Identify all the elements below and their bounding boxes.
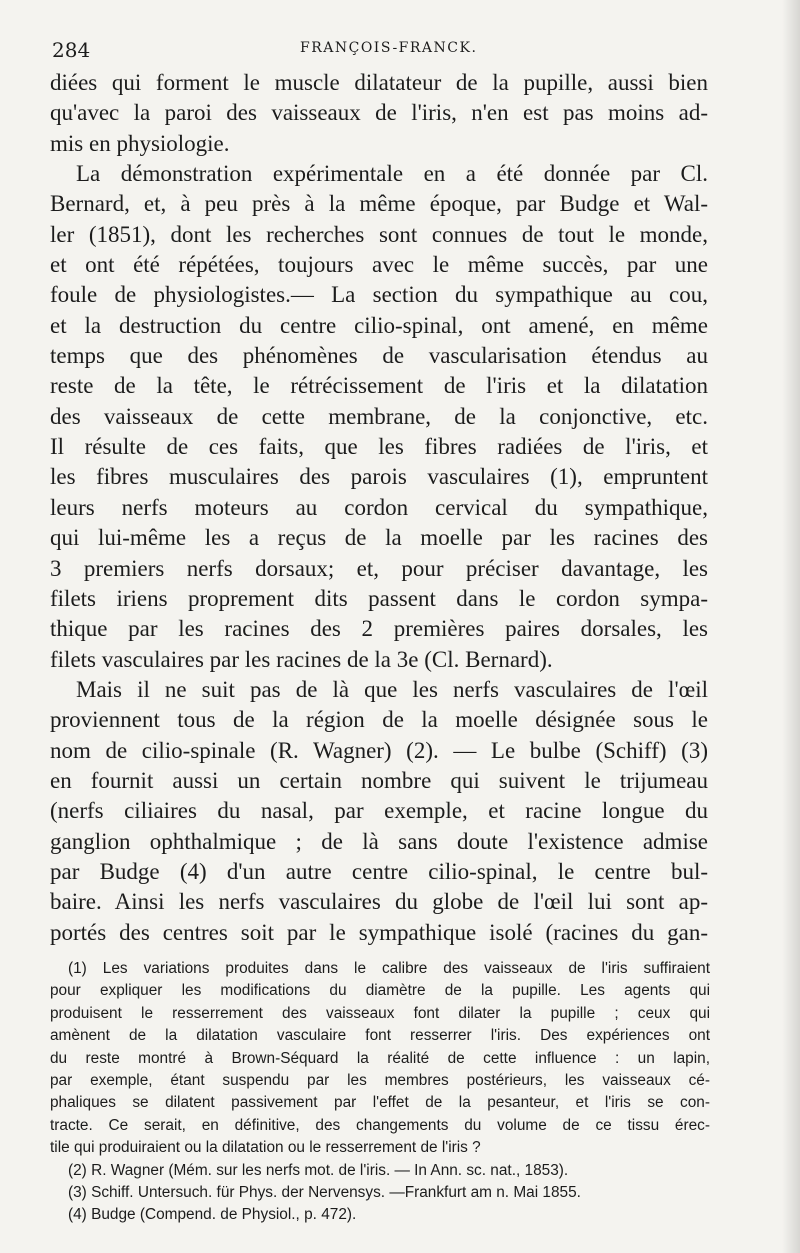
text-line: baire. Ainsi les nerfs vasculaires du globe de l'œil lui sont ap- [50, 889, 708, 915]
text-line: ler (1851), dont les recherches sont connues de tout le monde, [50, 221, 708, 247]
footnote-line: tracte. Ce serait, en définitive, des changements du volume de ce tissu érec- [50, 1116, 710, 1134]
text-line: portés des centres soit par le sympathique isolé (racines du gan- [50, 919, 708, 945]
footnote-line: par exemple, étant suspendu par les membres postérieurs, les vaisseaux cé- [50, 1072, 710, 1090]
footnote-line: amènent de la dilatation vasculaire font resserrer l'iris. Des expériences ont [50, 1027, 710, 1045]
footnote-line: (2) R. Wagner (Mém. sur les nerfs mot. de l'iris. — In Ann. sc. nat., 1853). [68, 1161, 569, 1179]
text-line: proviennent tous de la région de la moelle désignée sous le [50, 707, 708, 733]
text-line: mis en physiologie. [50, 130, 230, 156]
footnote-line: pour expliquer les modifications du diamètre de la pupille. Les agents qui [50, 982, 710, 1000]
footnote-line: (1) Les variations produites dans le calibre des vaisseaux de l'iris suffiraient [68, 960, 710, 977]
footnotes [50, 958, 710, 1227]
page-header [52, 34, 708, 64]
text-line: en fournit aussi un certain nombre qui suivent le trijumeau [50, 767, 708, 793]
page-edge-shadow [782, 0, 800, 1253]
footnote-line: (4) Budge (Compend. de Physiol., p. 472). [68, 1206, 357, 1224]
footnote-line: tile qui produiraient ou la dilatation ou le resserrement de l'iris ? [50, 1139, 481, 1157]
footnote-line: (3) Schiff. Untersuch. für Phys. der Nervensys. —Frankfurt am n. Mai 1855. [68, 1184, 581, 1202]
main-text [50, 68, 708, 948]
text-line: diées qui forment le muscle dilatateur de la pupille, aussi bien [50, 70, 708, 95]
footnote-line: du reste montré à Brown-Séquard la réalité de cette influence : un lapin, [50, 1049, 710, 1067]
text-line: leurs nerfs moteurs au cordon cervical du sympathique, [50, 494, 708, 520]
text-line: thique par les racines des 2 premières paires dorsales, les [50, 616, 708, 642]
text-line: et ont été répétées, toujours avec le même succès, par une [50, 252, 708, 278]
text-line: les fibres musculaires des parois vasculaires (1), empruntent [50, 464, 708, 490]
footnote-line: phaliques se dilatent passivement par l'effet de la pesanteur, et l'iris se con- [50, 1094, 710, 1112]
text-line: filets vasculaires par les racines de la 3e (Cl. Bernard). [50, 646, 553, 672]
text-line: nom de cilio-spinale (R. Wagner) (2). — Le bulbe (Schiff) (3) [50, 737, 708, 763]
text-line: et la destruction du centre cilio-spinal, ont amené, en même [50, 312, 708, 338]
text-line: Il résulte de ces faits, que les fibres radiées de l'iris, et [50, 434, 708, 460]
text-line: filets iriens proprement dits passent dans le cordon sympa- [50, 585, 708, 611]
text-line: des vaisseaux de cette membrane, de la conjonctive, etc. [50, 403, 708, 429]
text-line: Bernard, et, à peu près à la même époque, par Budge et Wal- [50, 191, 708, 217]
text-line: 3 premiers nerfs dorsaux; et, pour préciser davantage, les [50, 555, 708, 581]
page-number: 284 [52, 38, 91, 62]
running-head: FRANÇOIS-FRANCK. [300, 40, 478, 56]
text-line: (nerfs ciliaires du nasal, par exemple, et racine longue du [50, 798, 708, 824]
text-line: qu'avec la paroi des vaisseaux de l'iris, n'en est pas moins ad- [50, 100, 708, 126]
text-line: reste de la tête, le rétrécissement de l'iris et la dilatation [50, 373, 708, 399]
text-line: La démonstration expérimentale en a été donnée par Cl. [76, 161, 708, 187]
text-line: ganglion ophthalmique ; de là sans doute l'existence admise [50, 828, 708, 854]
text-line: par Budge (4) d'un autre centre cilio-spinal, le centre bul- [50, 858, 708, 884]
text-line: qui lui-même les a reçus de la moelle par les racines des [50, 525, 708, 551]
footnote-line: produisent le resserrement des vaisseaux font dilater la pupille ; ceux qui [50, 1004, 710, 1022]
text-line: temps que des phénomènes de vascularisation étendus au [50, 343, 708, 369]
text-line: foule de physiologistes.— La section du sympathique au cou, [50, 282, 708, 308]
text-line: Mais il ne suit pas de là que les nerfs vasculaires de l'œil [76, 676, 708, 702]
